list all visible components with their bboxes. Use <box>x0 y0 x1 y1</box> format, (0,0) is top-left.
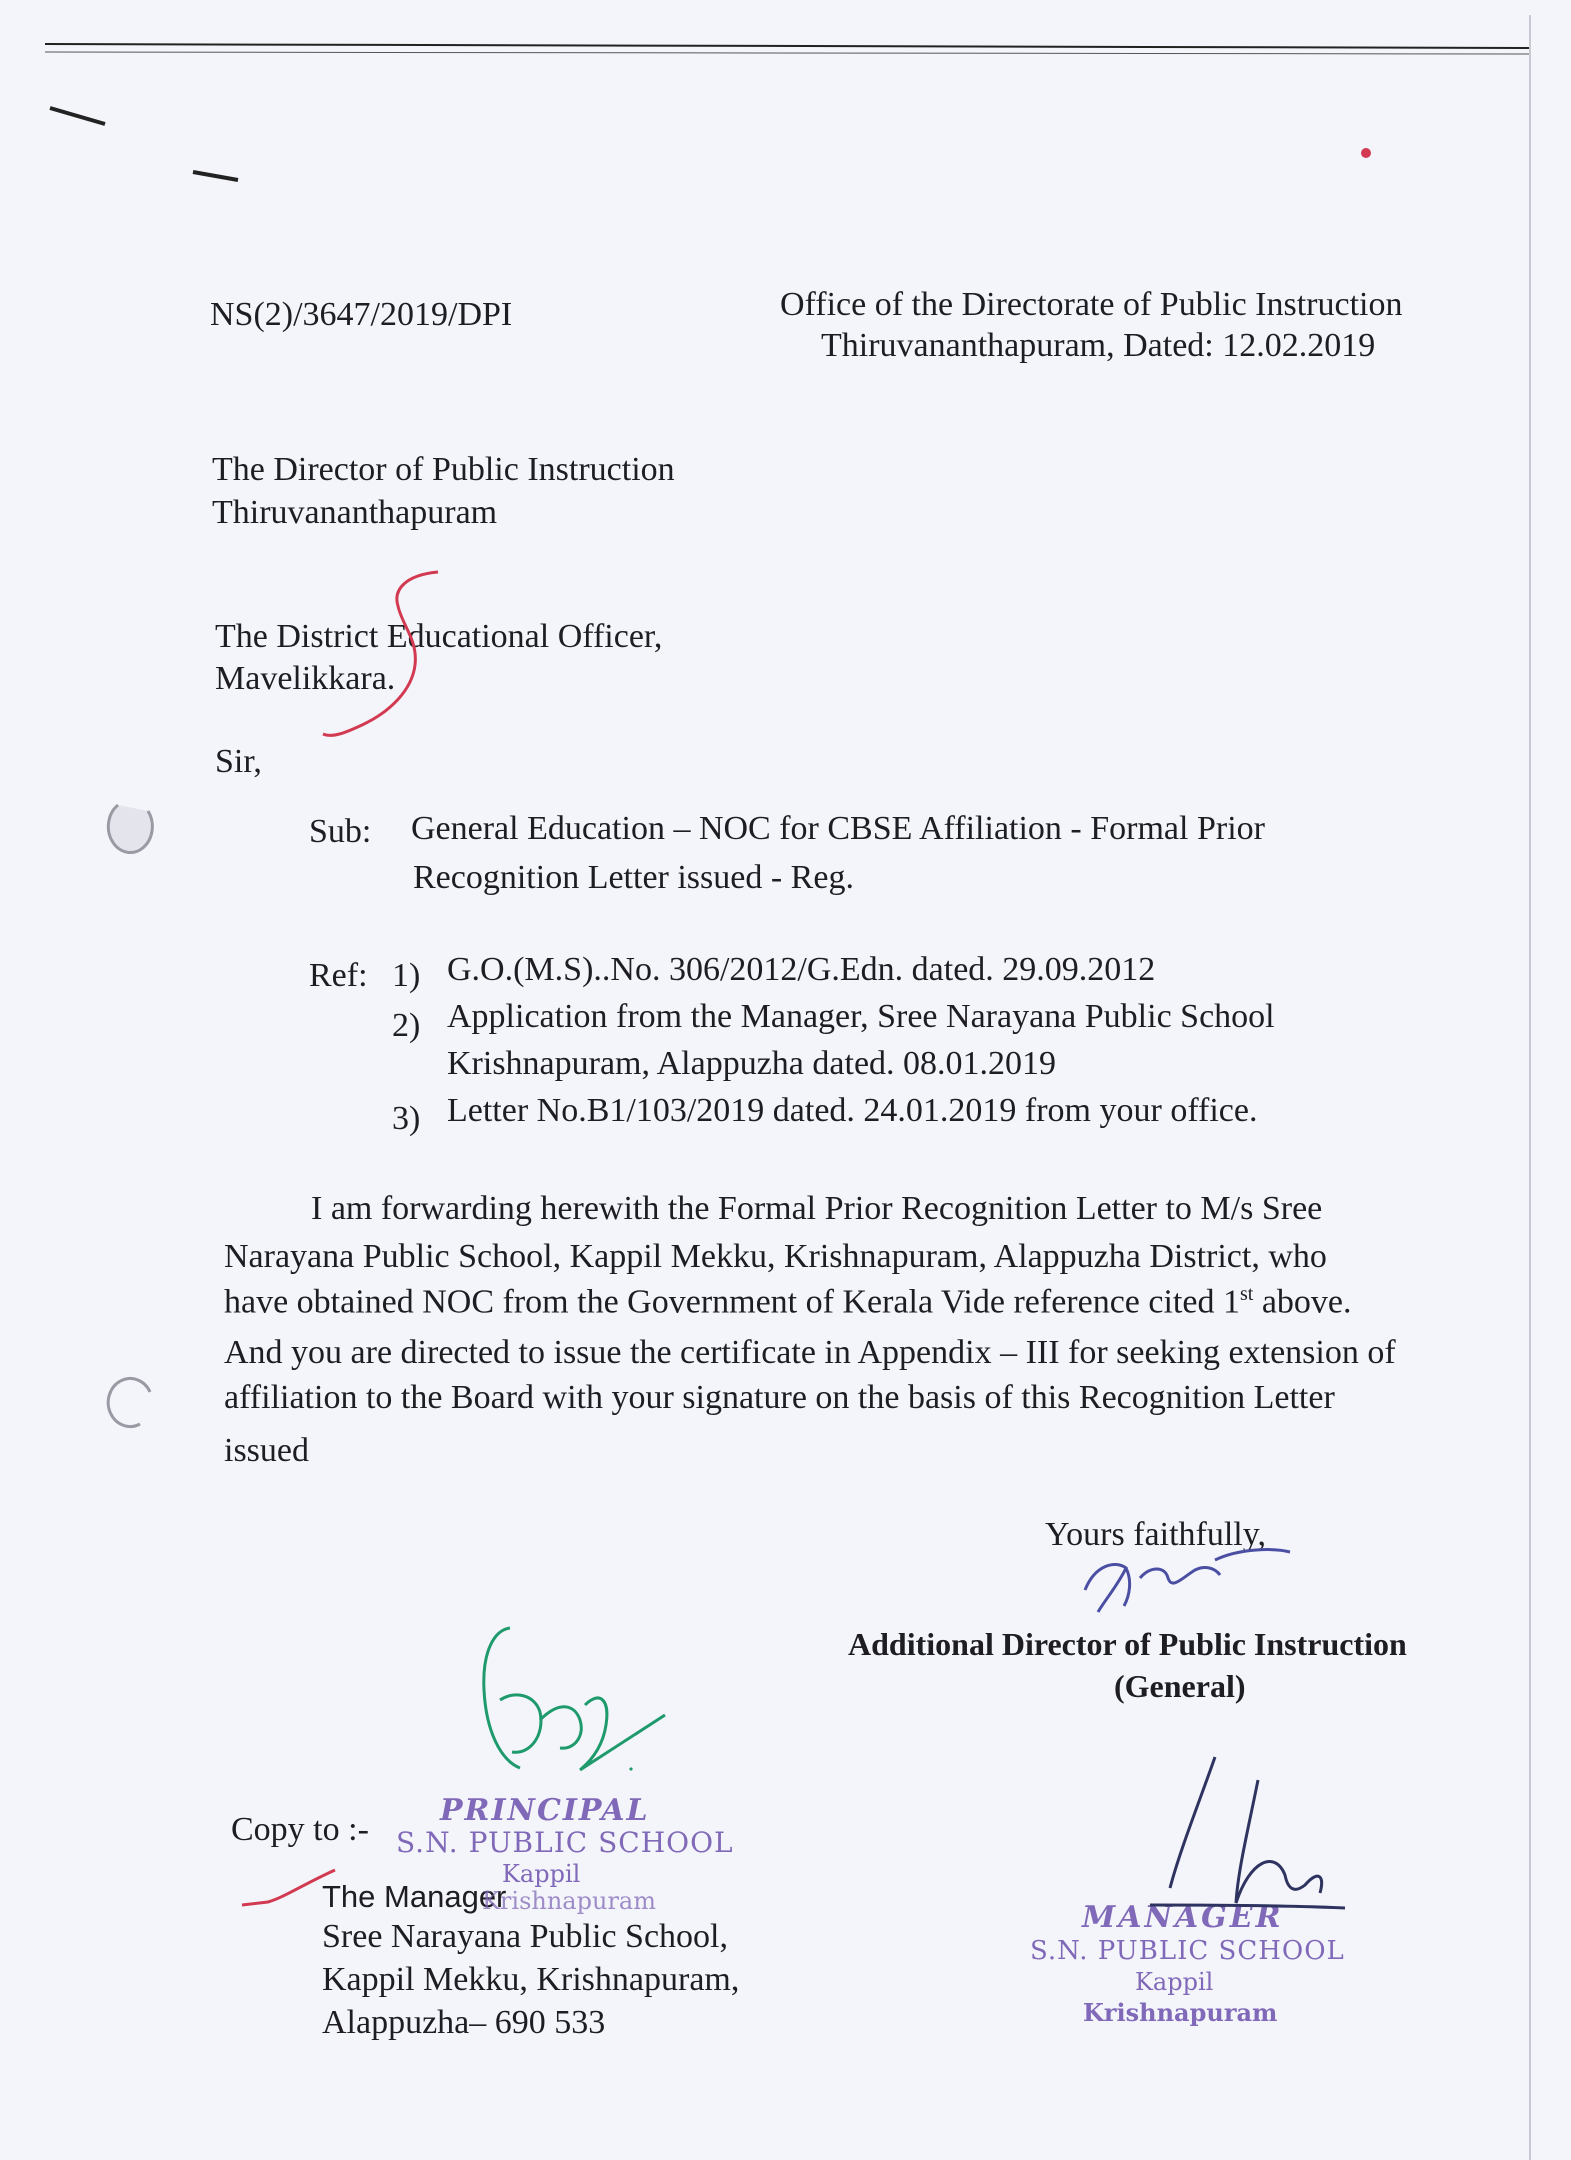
copy-to-label: Copy to :- <box>231 1811 369 1848</box>
ref-3-text: Letter No.B1/103/2019 dated. 24.01.2019 from your office. <box>447 1092 1258 1129</box>
office-place-date: Thiruvananthapuram, Dated: 12.02.2019 <box>821 327 1376 364</box>
body-line-5: affiliation to the Board with your signature on the basis of this Recognition Letter <box>224 1379 1335 1416</box>
body-line-1: I am forwarding herewith the Formal Prior Recognition Letter to M/s Sree <box>311 1190 1323 1227</box>
body-line-6: issued <box>224 1432 309 1469</box>
to-line-2: Mavelikkara. <box>215 660 396 697</box>
red-tick-mark <box>242 1870 335 1905</box>
subject-label: Sub: <box>309 813 372 850</box>
copy-to-line-1: The Manager <box>322 1879 507 1914</box>
body-line-2: Narayana Public School, Kappil Mekku, Krishnapuram, Alappuzha District, who <box>224 1238 1327 1275</box>
reference-number: NS(2)/3647/2019/DPI <box>210 296 513 333</box>
principal-stamp-place: Kappil <box>502 1860 581 1888</box>
body-line-3: have obtained NOC from the Government of Kerala Vide reference cited 1st above. <box>224 1283 1352 1321</box>
salutation: Sir, <box>215 743 262 780</box>
manager-signature <box>1150 1757 1345 1908</box>
subject-line-2: Recognition Letter issued - Reg. <box>413 859 854 896</box>
principal-stamp-town: Krishnapuram <box>482 1887 656 1915</box>
principal-stamp-school: S.N. PUBLIC SCHOOL <box>396 1826 734 1859</box>
body-line-4: And you are directed to issue the certificate in Appendix – III for seeking extension of <box>224 1334 1396 1371</box>
director-signature <box>1085 1550 1290 1612</box>
copy-to-line-2: Sree Narayana Public School, <box>322 1918 728 1955</box>
subject-line-1: General Education – NOC for CBSE Affiliation - Formal Prior <box>411 810 1265 847</box>
ref-2-num: 2) <box>392 1007 421 1044</box>
manager-stamp-school: S.N. PUBLIC SCHOOL <box>1030 1936 1345 1966</box>
closing-yours-faithfully: Yours faithfully, <box>1045 1516 1267 1553</box>
designation-line-1: Additional Director of Public Instruction <box>848 1626 1407 1662</box>
ref-1-num: 1) <box>392 957 421 994</box>
ref-2-text-1: Application from the Manager, Sree Narayana Public School <box>447 998 1275 1035</box>
ref-3-num: 3) <box>392 1100 421 1137</box>
copy-to-line-3: Kappil Mekku, Krishnapuram, <box>322 1961 740 1998</box>
ref-2-text-2: Krishnapuram, Alappuzha dated. 08.01.2019 <box>447 1045 1057 1082</box>
red-initial-mark <box>323 572 438 735</box>
office-name: Office of the Directorate of Public Instruction <box>780 286 1403 323</box>
manager-stamp-town: Krishnapuram <box>1083 1998 1278 2027</box>
copy-to-line-4: Alappuzha– 690 533 <box>322 2004 606 2041</box>
principal-signature <box>484 1628 665 1770</box>
ref-label: Ref: <box>309 957 368 994</box>
from-line-1: The Director of Public Instruction <box>212 451 675 488</box>
designation-line-2: (General) <box>1114 1668 1246 1704</box>
from-line-2: Thiruvananthapuram <box>212 494 498 531</box>
manager-stamp-place: Kappil <box>1135 1968 1214 1996</box>
ref-1-text: G.O.(M.S)..No. 306/2012/G.Edn. dated. 29.09.2012 <box>447 951 1156 988</box>
principal-stamp-title: PRINCIPAL <box>440 1793 650 1828</box>
to-line-1: The District Educational Officer, <box>215 618 663 655</box>
manager-stamp-title: MANAGER <box>1082 1900 1284 1935</box>
